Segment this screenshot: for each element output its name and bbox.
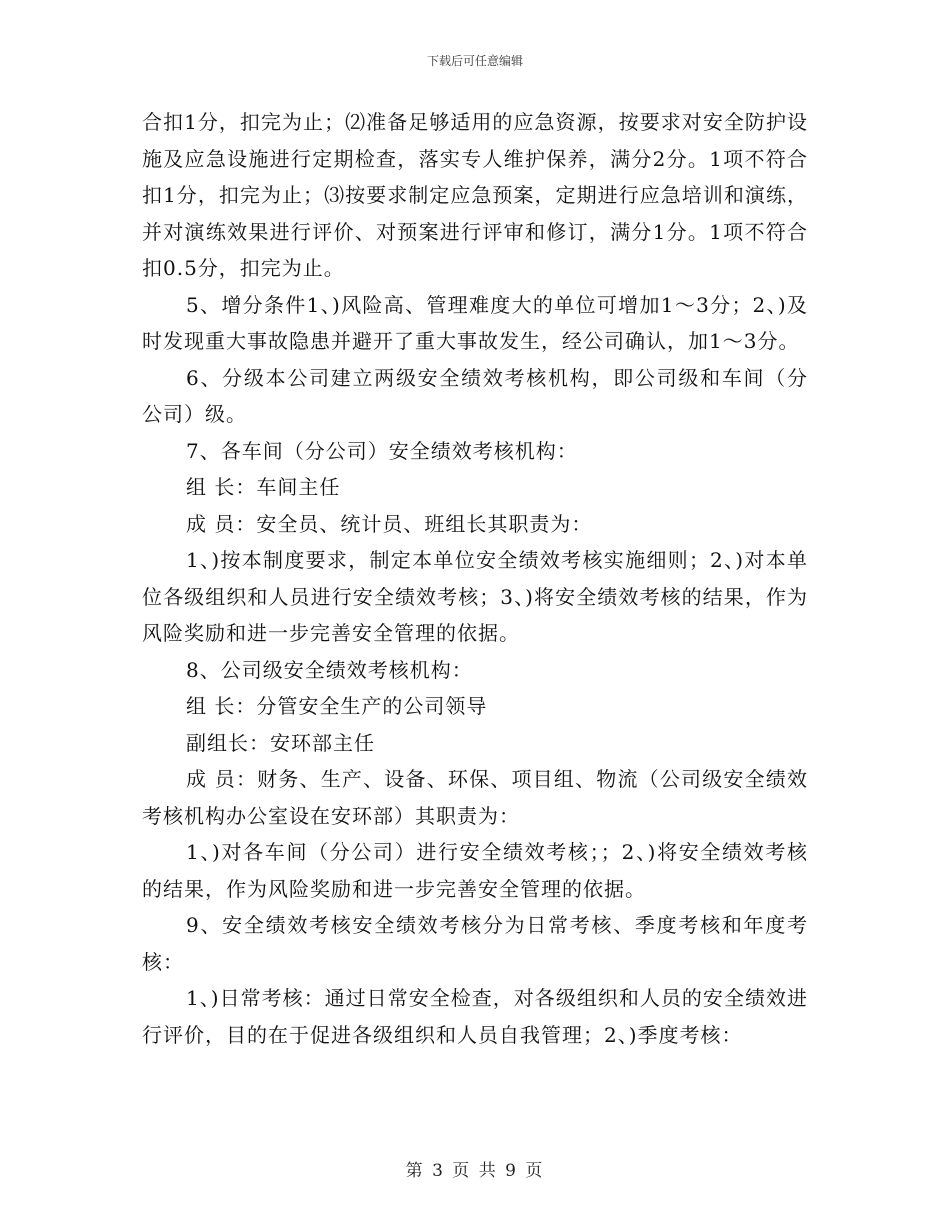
paragraph: 8、公司级安全绩效考核机构： — [186, 657, 473, 682]
paragraph: 组 长：分管安全生产的公司领导 — [186, 694, 488, 718]
paragraph: 成 员：财务、生产、设备、环保、项目组、物流（公司级安全绩效考核机构办公室设在安环部）其职责为： — [142, 767, 808, 828]
paragraph: 成 员：安全员、统计员、班组长其职责为： — [186, 511, 593, 536]
paragraph: 1、)对各车间（分公司）进行安全绩效考核；；2、)将安全绩效考核的结果，作为风险奖励和进一步完善安全管理的依据。 — [142, 840, 808, 901]
paragraph: 7、各车间（分公司）安全绩效考核机构： — [186, 438, 578, 463]
paragraph: 1、)日常考核：通过日常安全检查，对各级组织和人员的安全绩效进行评价，目的在于促进各级组织和人员自我管理；2、)季度考核： — [142, 986, 808, 1047]
paragraph: 合扣1分，扣完为止；⑵准备足够适用的应急资源，按要求对安全防护设施及应急设施进行定期检查，落实专人维护保养，满分2分。1项不符合扣1分，扣完为止；⑶按要求制定应急预案，定期进行应急培训和演练，并对演练效果进行评价、对预案进行评审和修订，满分1分。1项不符合扣0.5分，扣完为止。 — [142, 110, 808, 280]
paragraph: 副组长：安环部主任 — [186, 730, 375, 755]
paragraph: 5、增分条件1、)风险高、管理难度大的单位可增加1～3分；2、)及时发现重大事故隐患并避开了重大事故发生，经公司确认，加1～3分。 — [142, 292, 808, 353]
document-body — [142, 104, 808, 1053]
paragraph: 9、安全绩效考核安全绩效考核分为日常考核、季度考核和年度考核： — [142, 913, 808, 974]
page-number: 第 3 页 共 9 页 — [405, 1161, 545, 1181]
paragraph: 6、分级本公司建立两级安全绩效考核机构，即公司级和车间（分公司）级。 — [142, 365, 808, 426]
paragraph: 组 长：车间主任 — [186, 475, 341, 499]
paragraph: 1、)按本制度要求，制定本单位安全绩效考核实施细则；2、)对本单位各级组织和人员进行安全绩效考核；3、)将安全绩效考核的结果，作为风险奖励和进一步完善安全管理的依据。 — [142, 548, 808, 645]
page-header: 下载后可任意编辑 — [426, 54, 523, 68]
